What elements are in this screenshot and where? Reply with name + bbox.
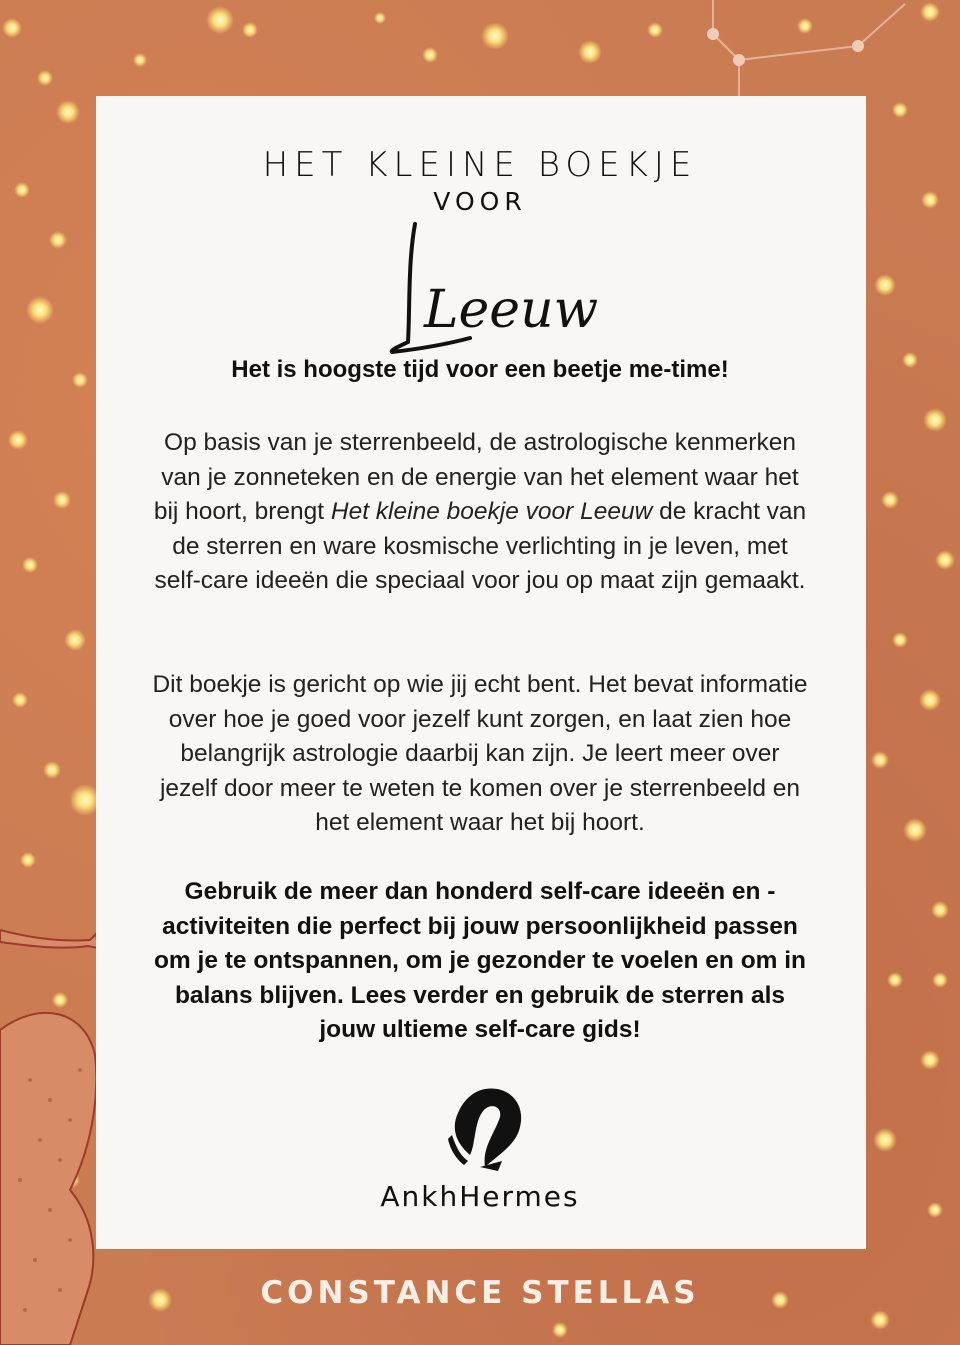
star-dot [892,102,908,118]
book-subtitle: VOOR [433,187,527,216]
sign-name-lettering [380,222,599,357]
star-dot [64,629,86,651]
star-dot [22,557,38,573]
star-dot [53,491,71,509]
paragraph-callout: Gebruik de meer dan honderd self-care ideeën en -activiteiten die perfect bij jouw persoonlijkheid passen om je te ontspannen, om je gezonder te voelen en om in balans blijven. Lees verder en gebruik de sterren als jouw ultieme self-care gids! [153,878,807,1044]
star-dot [870,1310,890,1330]
author-name: CONSTANCE STELLAS [260,1275,700,1311]
constellation-lines [0,0,960,100]
star-dot [72,372,88,388]
sign-name-text: Leeuw [424,280,599,340]
star-dot [892,632,908,648]
star-dot [881,491,899,509]
sign-name-script [0,222,960,352]
star-dot [20,852,36,868]
star-dot [919,689,941,711]
star-dot [43,761,61,779]
star-dot [923,408,947,432]
star-dot [902,352,918,368]
star-dot [56,100,80,124]
paragraph-intro-start: Op basis van je sterrenbeeld, de astrologische kenmerken van je zonneteken en de energie van het element waar het bij hoort, brengt [153,429,799,526]
book-title-emphasis: Het kleine boekje voor Leeuw [330,498,653,526]
publisher-logo-icon [440,1085,530,1177]
book-title: HET KLEINE BOEKJE [262,145,698,185]
star-dot [932,972,948,988]
paragraph-intro-end: de kracht van de sterren en ware kosmische verlichting in je leven, met self-care ideeën die speciaal voor jou op maat zijn gemaakt. [154,498,807,595]
headline: Het is hoogste tijd voor een beetje me-time! [231,356,729,383]
star-dot [920,1050,940,1070]
star-dot [935,550,955,570]
star-dot [552,1322,568,1338]
star-dot [931,901,949,919]
paragraph-description: Dit boekje is gericht op wie jij echt bent. Het bevat informatie over hoe je goed voor jezelf kunt zorgen, en laat zien hoe belangrijk astrologie daarbij kan zijn. Je leert meer over jezelf door meer te weten te komen over je sterrenbeeld en het element waar het bij hoort. [152,671,808,837]
star-dot [8,430,28,450]
star-dot [873,1128,897,1152]
star-dot [871,751,889,769]
star-dot [12,692,28,708]
paragraph-intro [150,426,810,599]
star-dot [903,818,927,842]
publisher-name: AnkhHermes [380,1180,580,1213]
star-dot [887,972,903,988]
